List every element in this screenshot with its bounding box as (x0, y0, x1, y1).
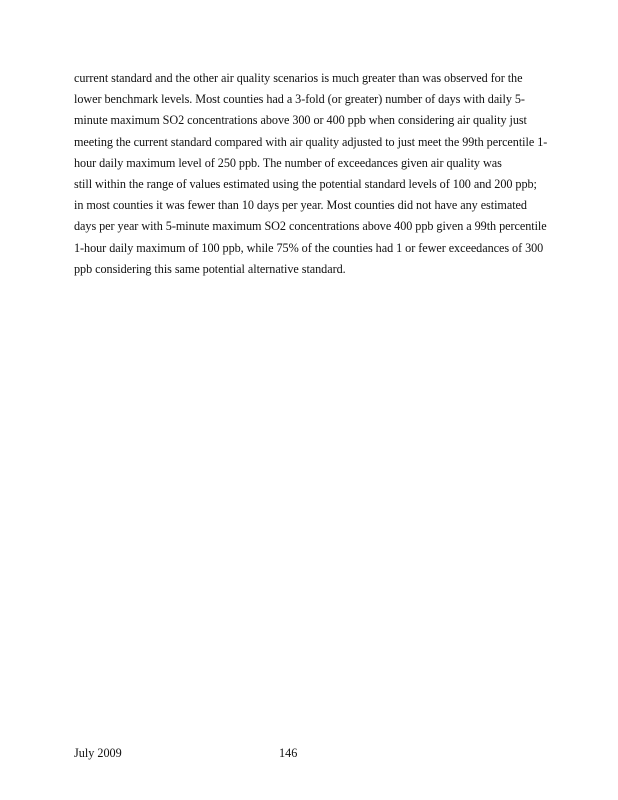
paragraph-line: meeting the current standard compared with air quality adjusted to just meet the 99th percentile 1- (74, 134, 548, 149)
body-paragraph (74, 68, 564, 280)
paragraph-line: still within the range of values estimated using the potential standard levels of 100 and 200 ppb; (74, 177, 537, 192)
footer-date: July 2009 (74, 746, 122, 760)
paragraph-line: days per year with 5-minute maximum SO2 concentrations above 400 ppb given a 99th percentile (74, 219, 547, 234)
page-number: 146 (279, 746, 298, 760)
paragraph-line: lower benchmark levels. Most counties had a 3-fold (or greater) number of days with daily 5- (74, 92, 525, 107)
paragraph-line: in most counties it was fewer than 10 days per year. Most counties did not have any estimated (74, 198, 527, 213)
paragraph-line: current standard and the other air quality scenarios is much greater than was observed for the (74, 71, 523, 85)
paragraph-line: hour daily maximum level of 250 ppb. The number of exceedances given air quality was (74, 155, 502, 170)
paragraph-line: minute maximum SO2 concentrations above 300 or 400 ppb when considering air quality just (74, 113, 527, 128)
paragraph-line: ppb considering this same potential alternative standard. (74, 261, 346, 276)
paragraph-line: 1-hour daily maximum of 100 ppb, while 75% of the counties had 1 or fewer exceedances of 300 (74, 240, 544, 255)
